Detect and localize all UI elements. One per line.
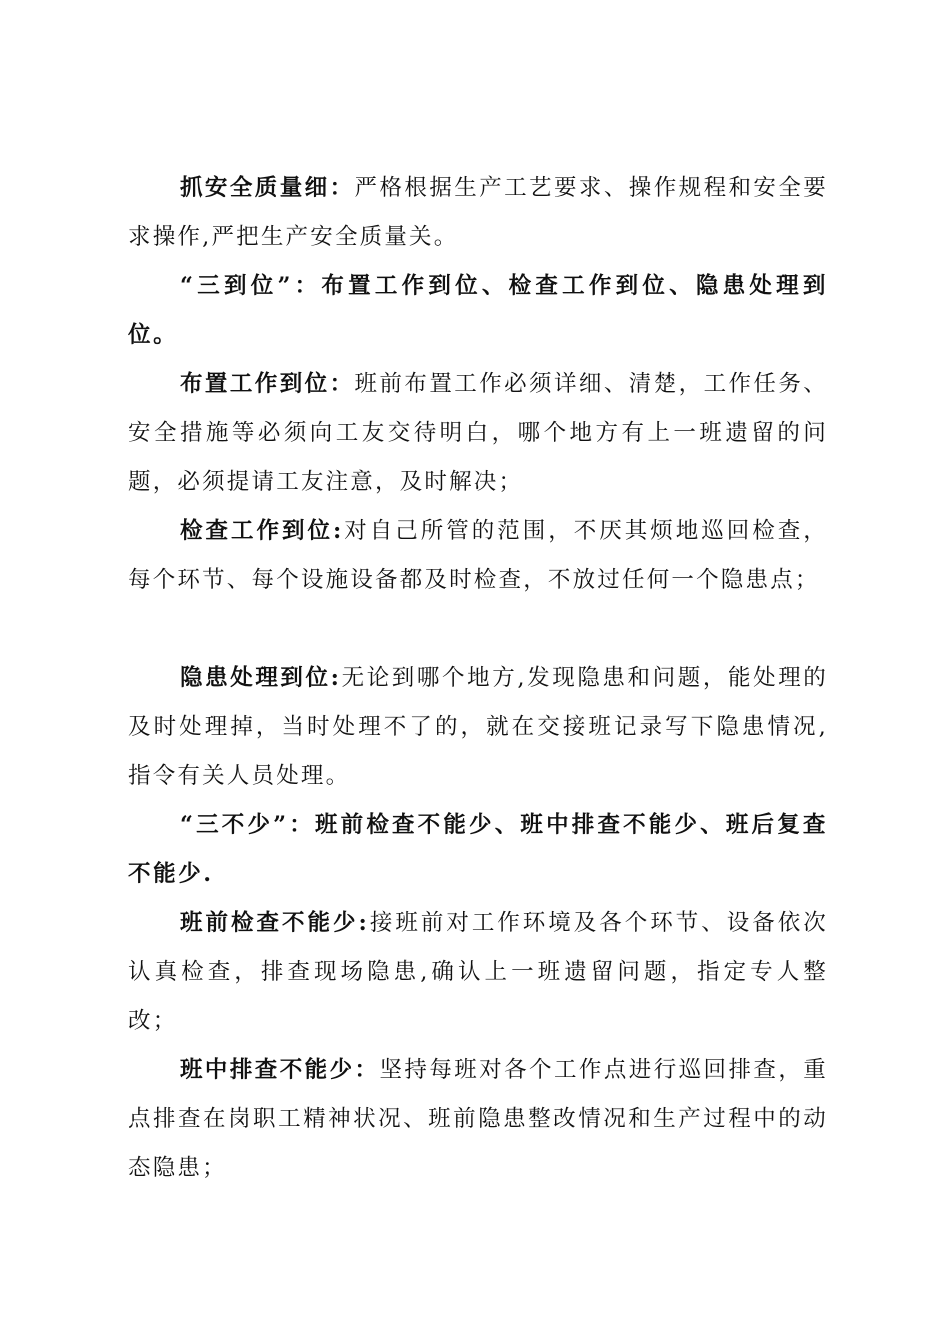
paragraph-lead: 检查工作到位: — [180, 518, 344, 544]
paragraph-body: 接班前对工作环境及各个环节、设备依次认真检查，排查现场隐患,确认上一班遗留问题，指定专人整改； — [128, 910, 829, 1034]
paragraph-hazard-handling — [128, 654, 828, 801]
paragraph-lead: 隐患处理到位: — [180, 665, 342, 691]
paragraph-lead: 班中排查不能少： — [180, 1057, 380, 1083]
paragraph-body: 坚持每班对各个工作点进行巡回排查，重点排查在岗职工精神状况、班前隐患整改情况和生产过程中的动态隐患； — [128, 1057, 828, 1181]
blank-line — [128, 605, 828, 654]
heading-three-in-place: “三到位”：布置工作到位、检查工作到位、隐患处理到位。 — [128, 273, 828, 348]
paragraph-body: 严格根据生产工艺要求、操作规程和安全要求操作,严把生产安全质量关。 — [128, 175, 828, 250]
paragraph-quality — [128, 164, 828, 262]
paragraph-lead: 抓安全质量细： — [180, 175, 355, 201]
paragraph-body: 无论到哪个地方,发现隐患和问题，能处理的及时处理掉，当时处理不了的，就在交接班记录写下隐患情况,指令有关人员处理。 — [128, 665, 828, 789]
paragraph-inspect-work — [128, 507, 828, 605]
heading-three-not-less: “三不少”：班前检查不能少、班中排查不能少、班后复查不能少. — [128, 812, 828, 887]
paragraph-body: 对自己所管的范围，不厌其烦地巡回检查，每个环节、每个设施设备都及时检查，不放过任何一个隐患点； — [128, 518, 828, 593]
document-body — [128, 164, 828, 1193]
paragraph-lead: 班前检查不能少: — [180, 910, 370, 936]
paragraph-body: 班前布置工作必须详细、清楚，工作任务、安全措施等必须向工友交待明白，哪个地方有上一班遗留的问题，必须提请工友注意，及时解决； — [128, 371, 828, 495]
paragraph-mid-shift-check — [128, 1046, 828, 1193]
paragraph-lead: 布置工作到位： — [180, 371, 355, 397]
paragraph-pre-shift-check — [128, 899, 828, 1046]
paragraph-arrange-work — [128, 360, 828, 507]
